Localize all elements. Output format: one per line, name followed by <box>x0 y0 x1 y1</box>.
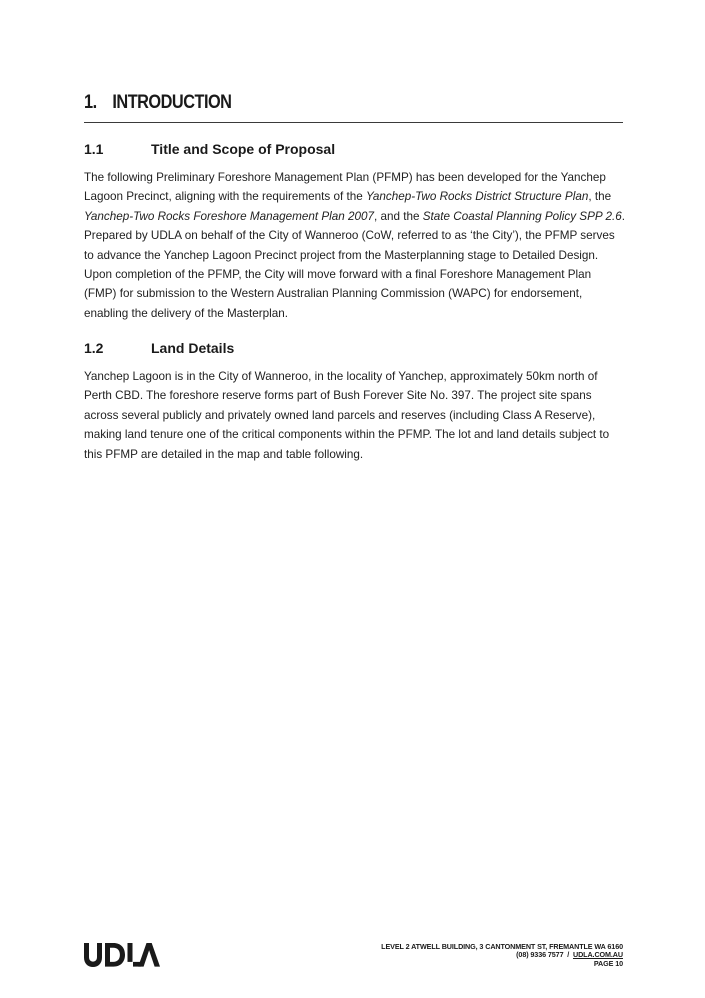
section-number: 1. <box>84 92 97 113</box>
section-heading <box>84 92 548 114</box>
footer-address: LEVEL 2 ATWELL BUILDING, 3 CANTONMENT ST, FREMANTLE WA 6160 <box>381 942 623 951</box>
paragraph-line: across several publicly and privately owned land parcels and reserves (including Class A Reserve), <box>84 408 596 422</box>
paragraph-land-details <box>84 367 629 464</box>
document-reference: Yanchep-Two Rocks Foreshore Management Plan 2007 <box>84 209 374 223</box>
heading-divider <box>84 122 623 123</box>
paragraph-line: (FMP) for submission to the Western Australian Planning Commission (WAPC) for endorsement, <box>84 287 583 301</box>
subsection-heading-land-details <box>84 340 234 356</box>
footer-contact <box>381 951 623 959</box>
paragraph-line: Prepared by UDLA on behalf of the City of Wanneroo (CoW, referred to as ‘the City’), the PFMP serves <box>84 229 615 243</box>
page-footer <box>381 943 623 968</box>
paragraph-line: Yanchep Lagoon is in the City of Wanneroo, in the locality of Yanchep, approximately 50km north of <box>84 370 598 383</box>
udla-logo <box>84 941 160 968</box>
paragraph-title-scope <box>84 168 629 323</box>
paragraph-line: The following Preliminary Foreshore Management Plan (PFMP) has been developed for the Yanchep <box>84 171 606 184</box>
paragraph-line: Lagoon Precinct, aligning with the requirements of the Yanchep-Two Rocks District Structure Plan, the <box>84 190 612 204</box>
footer-separator: / <box>567 950 570 960</box>
paragraph-line: Perth CBD. The foreshore reserve forms part of Bush Forever Site No. 397. The project site spans <box>84 389 592 403</box>
section-title: INTRODUCTION <box>112 92 232 113</box>
subsection-title: Land Details <box>151 340 235 356</box>
subsection-heading-title-scope <box>84 141 335 157</box>
paragraph-line: Yanchep-Two Rocks Foreshore Management Plan 2007, and the State Coastal Planning Policy SPP 2.6. <box>84 209 625 223</box>
paragraph-line: enabling the delivery of the Masterplan. <box>84 306 289 320</box>
document-reference: State Coastal Planning Policy SPP 2.6 <box>422 209 622 223</box>
paragraph-line: to advance the Yanchep Lagoon Precinct project from the Masterplanning stage to Detailed Design. <box>84 248 599 262</box>
document-reference: Yanchep-Two Rocks District Structure Plan <box>365 190 589 204</box>
subsection-number: 1.2 <box>84 340 104 356</box>
footer-phone: (08) 9336 7577 <box>516 950 564 960</box>
footer-page-number: PAGE 10 <box>593 958 623 968</box>
paragraph-line: Upon completion of the PFMP, the City will move forward with a final Foreshore Management Plan <box>84 268 592 282</box>
subsection-number: 1.1 <box>84 141 104 157</box>
footer-website-link[interactable]: UDLA.COM.AU <box>572 950 623 960</box>
paragraph-line: making land tenure one of the critical components within the PFMP. The lot and land details subject to <box>84 428 610 442</box>
subsection-title: Title and Scope of Proposal <box>151 141 336 157</box>
paragraph-line: this PFMP are detailed in the map and table following. <box>84 447 364 461</box>
